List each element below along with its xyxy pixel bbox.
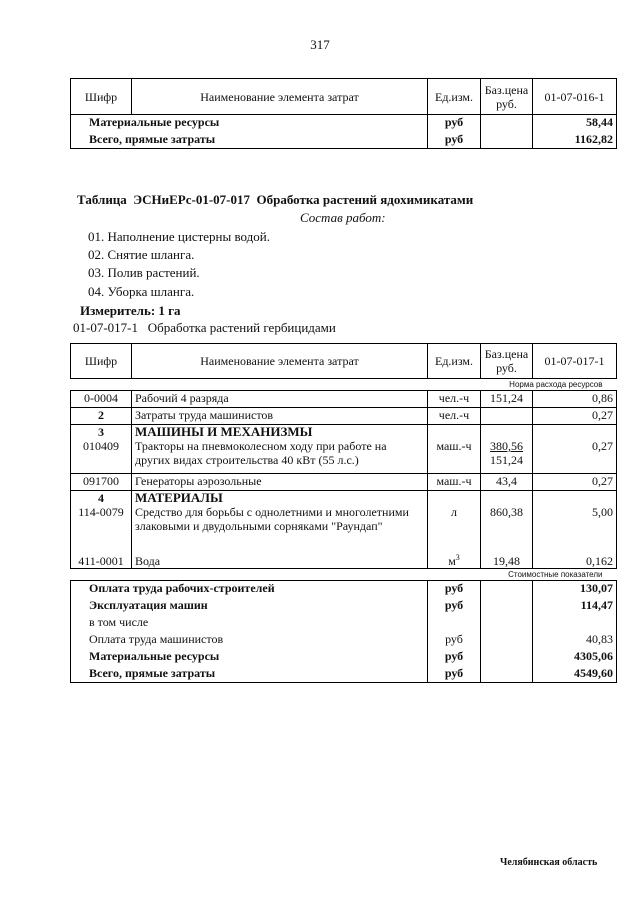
section-title: Таблица ЭСНиЕРс-01-07-017 Обработка растений ядохимикатами	[77, 192, 474, 207]
table-row: 2 Затраты труда машинистов чел.-ч 0,27	[71, 408, 617, 425]
header-code: Шифр	[71, 79, 132, 115]
header-unit: Ед.изм.	[428, 79, 481, 115]
table-row: в том числе	[71, 615, 617, 632]
header-name: Наименование элемента затрат	[132, 79, 428, 115]
page-number: 317	[310, 37, 330, 52]
table-row: Оплата труда рабочих-строителей руб 130,07	[71, 581, 617, 598]
table-row: 3 010409 МАШИНЫ И МЕХАНИЗМЫ Тракторы на пневмоколесном ходу при работе на других видах строительства 40 кВт (55 л.с.) маш.-ч 380,56 151,24 0,27	[71, 425, 617, 474]
table-row: 4 114-0079 МАТЕРИАЛЫ Средство для борьбы с однолетними и многолетними злаковыми и двудольными сорняками "Раундап" л 860,38 5,00	[71, 491, 617, 551]
header-column-code: 01-07-017-1	[533, 344, 617, 379]
step-4: 04. Уборка шланга.	[88, 284, 195, 299]
table-row: Всего, прямые затраты руб 1162,82	[71, 132, 617, 149]
table-row: Материальные ресурсы руб 4305,06	[71, 649, 617, 666]
subtitle: 01-07-017-1 Обработка растений гербицидами	[73, 320, 336, 335]
table-row: Всего, прямые затраты руб 4549,60	[71, 666, 617, 683]
header-column-code: 01-07-016-1	[533, 79, 617, 115]
step-2: 02. Снятие шланга.	[88, 247, 195, 262]
table-row: 0-0004 Рабочий 4 разряда чел.-ч 151,24 0,86	[71, 391, 617, 408]
header-name: Наименование элемента затрат	[132, 344, 428, 379]
meter: Измеритель: 1 га	[80, 303, 181, 318]
step-1: 01. Наполнение цистерны водой.	[88, 229, 270, 244]
work-heading: Состав работ:	[300, 210, 386, 225]
table-row: 411-0001 Вода $м^3$ 19,48 0,162	[71, 551, 617, 569]
header-price: Баз.цена руб.	[481, 344, 533, 379]
table-row: 091700 Генераторы аэрозольные маш.-ч 43,4 0,27	[71, 474, 617, 491]
header-code: Шифр	[71, 344, 132, 379]
table-row: Материальные ресурсы руб 58,44	[71, 115, 617, 132]
header-price: Баз.цена руб.	[481, 79, 533, 115]
footer-region: Челябинская область	[500, 857, 598, 868]
table-row: Эксплуатация машин руб 114,47	[71, 598, 617, 615]
norm-label: Норма расхода ресурсов	[509, 380, 603, 389]
step-3: 03. Полив растений.	[88, 265, 200, 280]
table-01-07-016	[70, 78, 617, 149]
cost-label: Стоимостные показатели	[508, 570, 603, 579]
header-unit: Ед.изм.	[428, 344, 481, 379]
table-01-07-017	[70, 343, 617, 683]
table-row: Оплата труда машинистов руб 40,83	[71, 632, 617, 649]
